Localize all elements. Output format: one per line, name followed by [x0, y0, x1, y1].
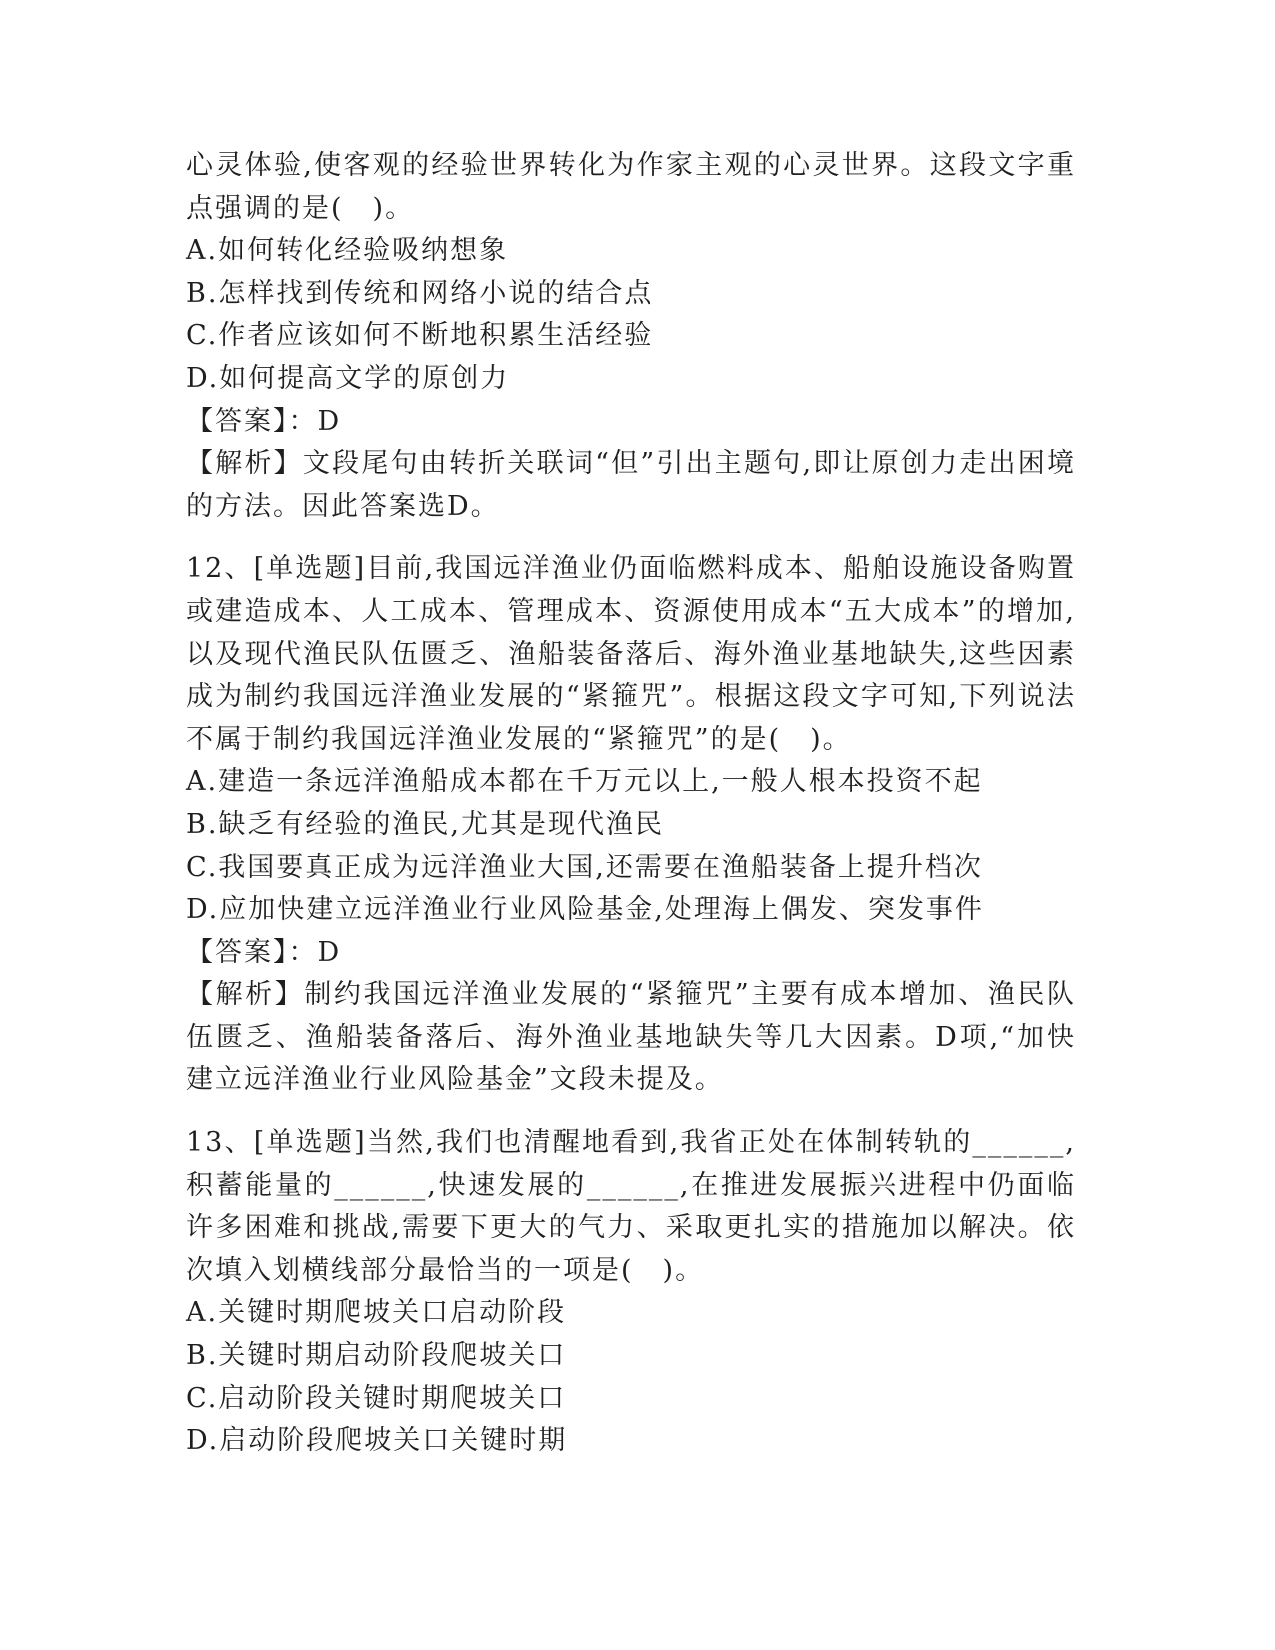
- option-c: C.我国要真正成为远洋渔业大国,还需要在渔船装备上提升档次: [186, 851, 983, 883]
- analysis-text: 制约我国远洋渔业发展的“紧箍咒”主要有成本增加、渔民队伍匮乏、渔船装备落后、海外渔业基地缺失等几大因素。D项,“加快建立远洋渔业行业风险基金”文段未提及。: [186, 979, 1077, 1096]
- analysis-text: 文段尾句由转折关联词“但”引出主题句,即让原创力走出困境的方法。因此答案选D。: [186, 448, 1076, 522]
- answer-value: ：D: [288, 405, 342, 437]
- option-d: D.如何提高文学的原创力: [186, 362, 510, 394]
- spacer: [186, 1102, 1076, 1122]
- analysis-label: 【解析】: [186, 979, 305, 1011]
- question-stem: 12、[单选题]目前,我国远洋渔业仍面临燃料成本、船舶设施设备购置或建造成本、人工成本、管理成本、资源使用成本“五大成本”的增加,以及现代渔民队伍匮乏、渔船装备落后、海外渔业基地缺失,这些因素成为制约我国远洋渔业发展的“紧箍咒”。根据这段文字可知,下列说法不属于制约我国远洋渔业发展的“紧箍咒”的是( )。: [186, 553, 1076, 755]
- option-c: C.作者应该如何不断地积累生活经验: [186, 320, 654, 352]
- option-d: D.启动阶段爬坡关口关键时期: [186, 1425, 568, 1457]
- question-11-continued: [186, 145, 1076, 528]
- answer-label: 【答案】: [186, 936, 289, 968]
- answer-label: 【答案】: [186, 405, 289, 437]
- answer-line: [186, 932, 1076, 975]
- question-stem: 心灵体验,使客观的经验世界转化为作家主观的心灵世界。这段文字重点强调的是( )。: [186, 150, 1076, 224]
- answer-line: [186, 401, 1076, 444]
- option-d: D.应加快建立远洋渔业行业风险基金,处理海上偶发、突发事件: [186, 894, 984, 926]
- option-c: C.启动阶段关键时期爬坡关口: [186, 1382, 567, 1414]
- option-b: B.缺乏有经验的渔民,尤其是现代渔民: [186, 808, 665, 840]
- option-b: B.怎样找到传统和网络小说的结合点: [186, 277, 654, 309]
- option-a: A.如何转化经验吸纳想象: [186, 235, 509, 267]
- question-12: [186, 548, 1076, 1102]
- analysis-label: 【解析】: [186, 448, 303, 480]
- document-body: [186, 145, 1076, 1463]
- question-stem: 13、[单选题]当然,我们也清醒地看到,我省正处在体制转轨的______,积蓄能量的______,快速发展的______,在推进发展振兴进程中仍面临许多困难和挑战,需要下更大的气力、采取更扎实的措施加以解决。依次填入划横线部分最恰当的一项是( )。: [186, 1127, 1076, 1286]
- option-a: A.建造一条远洋渔船成本都在千万元以上,一般人根本投资不起: [186, 766, 983, 798]
- analysis-line: [186, 974, 1076, 1102]
- analysis-line: [186, 443, 1076, 528]
- answer-value: ：D: [288, 936, 342, 968]
- question-13: [186, 1122, 1076, 1463]
- option-b: B.关键时期启动阶段爬坡关口: [186, 1340, 567, 1372]
- option-a: A.关键时期爬坡关口启动阶段: [186, 1297, 567, 1329]
- spacer: [186, 528, 1076, 548]
